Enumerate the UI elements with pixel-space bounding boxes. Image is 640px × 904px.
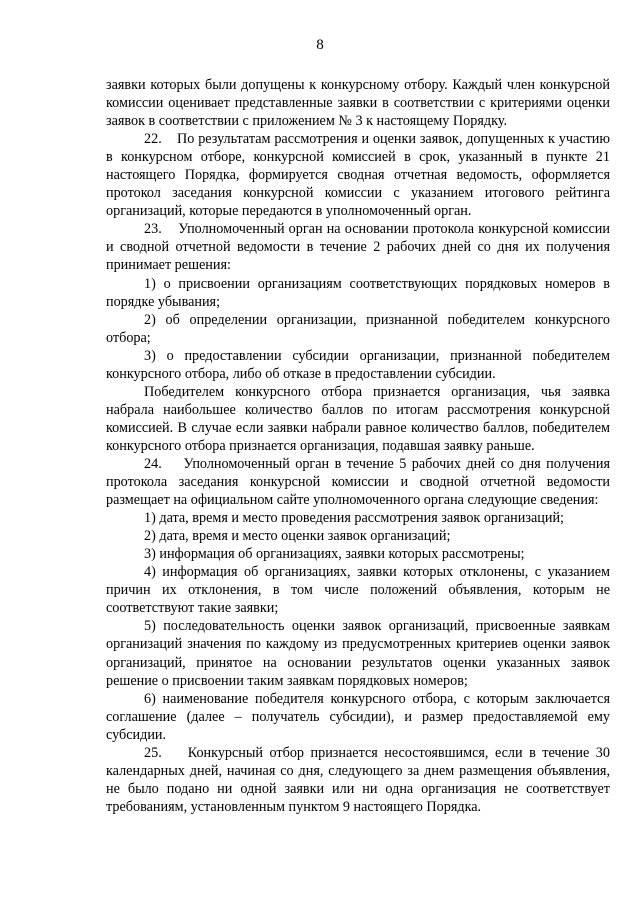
paragraph-item-24: 24. Уполномоченный орган в течение 5 рабочих дней со дня получения протокола заседания конкурсной комиссии и сводной отчетной ведомости размещает на официальном сайте уполномоченного органа следующие сведения:	[106, 455, 610, 509]
subitem-24-5: 5) последовательность оценки заявок организаций, присвоенные заявкам организаций значения по каждому из предусмотренных критериев оценки заявок организаций, принятое на основании результатов оценки указанных заявок решение о присвоении таким заявкам порядковых номеров;	[106, 618, 610, 689]
subitem-24-1: 1) дата, время и место проведения рассмотрения заявок организаций;	[144, 510, 564, 527]
paragraph-item-25: 25. Конкурсный отбор признается несостоявшимся, если в течение 30 календарных дней, начиная со дня, следующего за днем размещения объявления, не было подано ни одной заявки или ни одна организация не соответствует требованиям, установленным пунктом 9 настоящего Порядка.	[106, 744, 610, 815]
subitem-23-2: 2) об определении организации, признанной победителем конкурсного отбора;	[106, 311, 610, 346]
subitem-24-2: 2) дата, время и место оценки заявок организаций;	[144, 528, 451, 545]
subitem-24-6: 6) наименование победителя конкурсного отбора, с которым заключается соглашение (далее – получатель субсидии), и размер предоставляемой ему субсидии.	[106, 690, 610, 743]
paragraph-item-22: 22. По результатам рассмотрения и оценки заявок, допущенных к участию в конкурсном отборе, конкурсной комиссией в срок, указанный в пункте 21 настоящего Порядка, формируется сводная отчетная ведомость, оформляется протокол заседания конкурсной комиссии с указанием итогового рейтинга организаций, которые передаются в уполномоченный орган.	[106, 131, 610, 220]
paragraph-item-23: 23. Уполномоченный орган на основании протокола конкурсной комиссии и сводной отчетной ведомости в течение 2 рабочих дней со дня их получения принимает решения:	[106, 221, 610, 274]
subitem-23-1: 1) о присвоении организациям соответствующих порядковых номеров в порядке убывания;	[106, 275, 610, 310]
subitem-24-3: 3) информация об организациях, заявки которых рассмотрены;	[144, 546, 525, 563]
paragraph-winner-rule: Победителем конкурсного отбора признается организация, чья заявка набрала наибольшее количество баллов по итогам рассмотрения конкурсной комиссией. В случае если заявки набрали равное количество баллов, победителем конкурсного отбора признается организация, подавшая заявку раньше.	[106, 383, 610, 454]
paragraph-continuation: заявки которых были допущены к конкурсному отбору. Каждый член конкурсной комиссии оценивает представленные заявки в соответствии с критериями оценки заявок в соответствии с приложением № 3 к настоящему Порядку.	[106, 77, 610, 130]
subitem-24-4: 4) информация об организациях, заявки которых отклонены, с указанием причин их отклонения, в том числе положений объявления, которым не соответствуют такие заявки;	[106, 564, 610, 617]
page-number: 8	[316, 37, 324, 53]
subitem-23-3: 3) о предоставлении субсидии организации, признанной победителем конкурсного отбора, либо об отказе в предоставлении субсидии.	[106, 347, 610, 382]
document-body	[106, 76, 610, 816]
